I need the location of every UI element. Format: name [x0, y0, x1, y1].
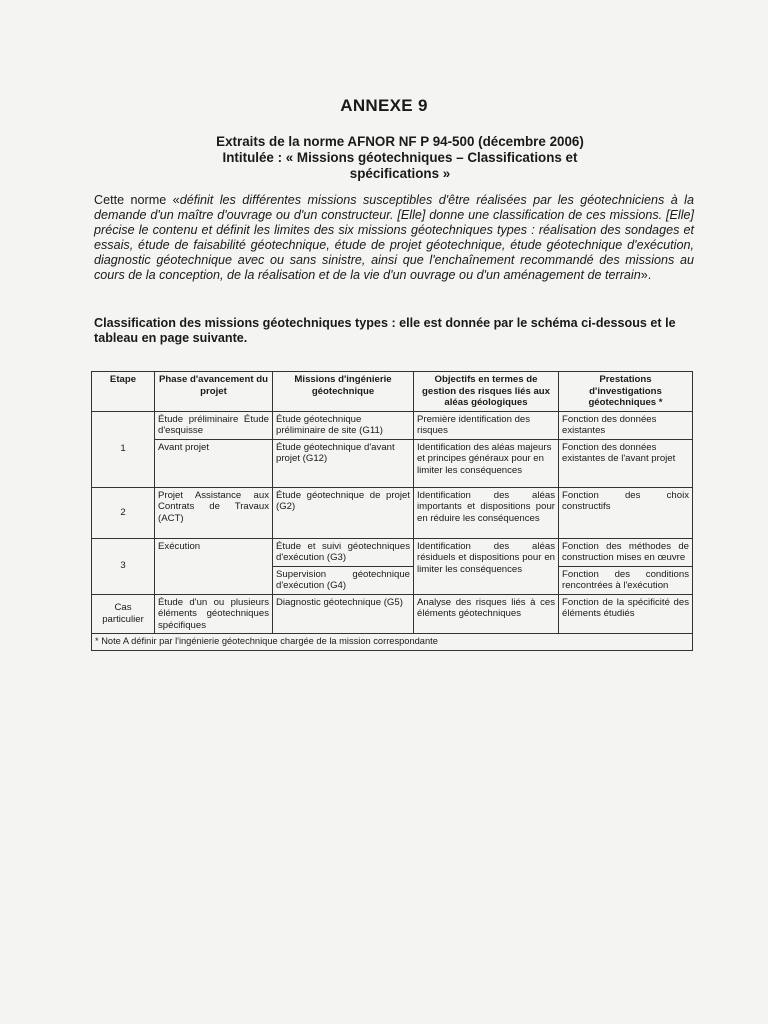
phase-cell: Étude d'un ou plusieurs éléments géotechniques spécifiques	[155, 594, 273, 634]
intro-tail: ».	[640, 268, 652, 282]
etape-2-cell: 2	[92, 487, 155, 538]
table-note: * Note A définir par l'ingénierie géotechnique chargée de la mission correspondante	[92, 634, 693, 651]
table-row	[92, 411, 693, 439]
subtitle-line-1: Extraits de la norme AFNOR NF P 94-500 (décembre 2006)	[216, 134, 584, 149]
header-prestations: Prestations d'investigations géotechniques *	[559, 372, 693, 412]
mission-cell: Étude et suivi géotechniques d'exécution (G3)	[273, 538, 414, 566]
prestation-cell: Fonction des choix constructifs	[559, 487, 693, 538]
mission-cell: Supervision géotechnique d'exécution (G4)	[273, 566, 414, 594]
header-etape: Etape	[92, 372, 155, 412]
objective-cell: Première identification des risques	[414, 411, 559, 439]
subtitle-block	[150, 134, 650, 182]
intro-quote: définit les différentes missions susceptibles d'être réalisées par les géotechniciens à la demande d'un maître d'ouvrage ou d'un constructeur. [Elle] donne une classification de ces missions. [Elle] précise le contenu et définit les limites des six missions géotechniques types : réalisation des sondages et essais, étude de faisabilité géotechnique, étude de projet géotechnique, étude géotechnique d'exécution, diagnostic géotechnique avec ou sans sinistre, ainsi que l'enchaînement recommandé des missions au cours de la conception, de la réalisation et de la vie d'un ouvrage ou d'un aménagement de terrain	[94, 193, 694, 282]
table-row	[92, 538, 693, 566]
classification-heading: Classification des missions géotechniques types : elle est donnée par le schéma ci-dessous et le tableau en page suivante.	[94, 316, 676, 345]
table-row	[92, 439, 693, 487]
phase-cell: Avant projet	[155, 439, 273, 487]
phase-cell: Projet Assistance aux Contrats de Travaux (ACT)	[155, 487, 273, 538]
table-note-row	[92, 634, 693, 651]
prestation-cell: Fonction des données existantes	[559, 411, 693, 439]
objective-cell: Identification des aléas résiduels et dispositions pour en limiter les conséquences	[414, 538, 559, 594]
header-missions: Missions d'ingénierie géotechnique	[273, 372, 414, 412]
etape-3-cell: 3	[92, 538, 155, 594]
objective-cell: Identification des aléas importants et dispositions pour en réduire les conséquences	[414, 487, 559, 538]
objective-cell: Identification des aléas majeurs et principes généraux pour en limiter les conséquences	[414, 439, 559, 487]
cas-particulier-cell: Cas particulier	[92, 594, 155, 634]
annex-title: ANNEXE 9	[340, 96, 428, 115]
phase-cell: Étude préliminaire Étude d'esquisse	[155, 411, 273, 439]
table-header-row	[92, 372, 693, 412]
intro-paragraph	[94, 193, 694, 283]
prestation-cell: Fonction des méthodes de construction mises en œuvre	[559, 538, 693, 566]
missions-table	[91, 371, 693, 651]
table-row	[92, 487, 693, 538]
subtitle-line-3: spécifications »	[349, 166, 451, 181]
objective-cell: Analyse des risques liés à ces éléments géotechniques	[414, 594, 559, 634]
header-phase: Phase d'avancement du projet	[155, 372, 273, 412]
mission-cell: Diagnostic géotechnique (G5)	[273, 594, 414, 634]
etape-1-cell: 1	[92, 411, 155, 487]
table-row	[92, 594, 693, 634]
prestation-cell: Fonction des données existantes de l'avant projet	[559, 439, 693, 487]
mission-cell: Étude géotechnique d'avant projet (G12)	[273, 439, 414, 487]
mission-cell: Étude géotechnique de projet (G2)	[273, 487, 414, 538]
mission-cell: Étude géotechnique préliminaire de site (G11)	[273, 411, 414, 439]
prestation-cell: Fonction des conditions rencontrées à l'exécution	[559, 566, 693, 594]
subtitle-line-2: Intitulée : « Missions géotechniques – Classifications et	[222, 150, 578, 165]
intro-lead: Cette norme «	[94, 193, 180, 207]
phase-cell: Exécution	[155, 538, 273, 594]
prestation-cell: Fonction de la spécificité des éléments étudiés	[559, 594, 693, 634]
header-objectifs: Objectifs en termes de gestion des risques liés aux aléas géologiques	[414, 372, 559, 412]
